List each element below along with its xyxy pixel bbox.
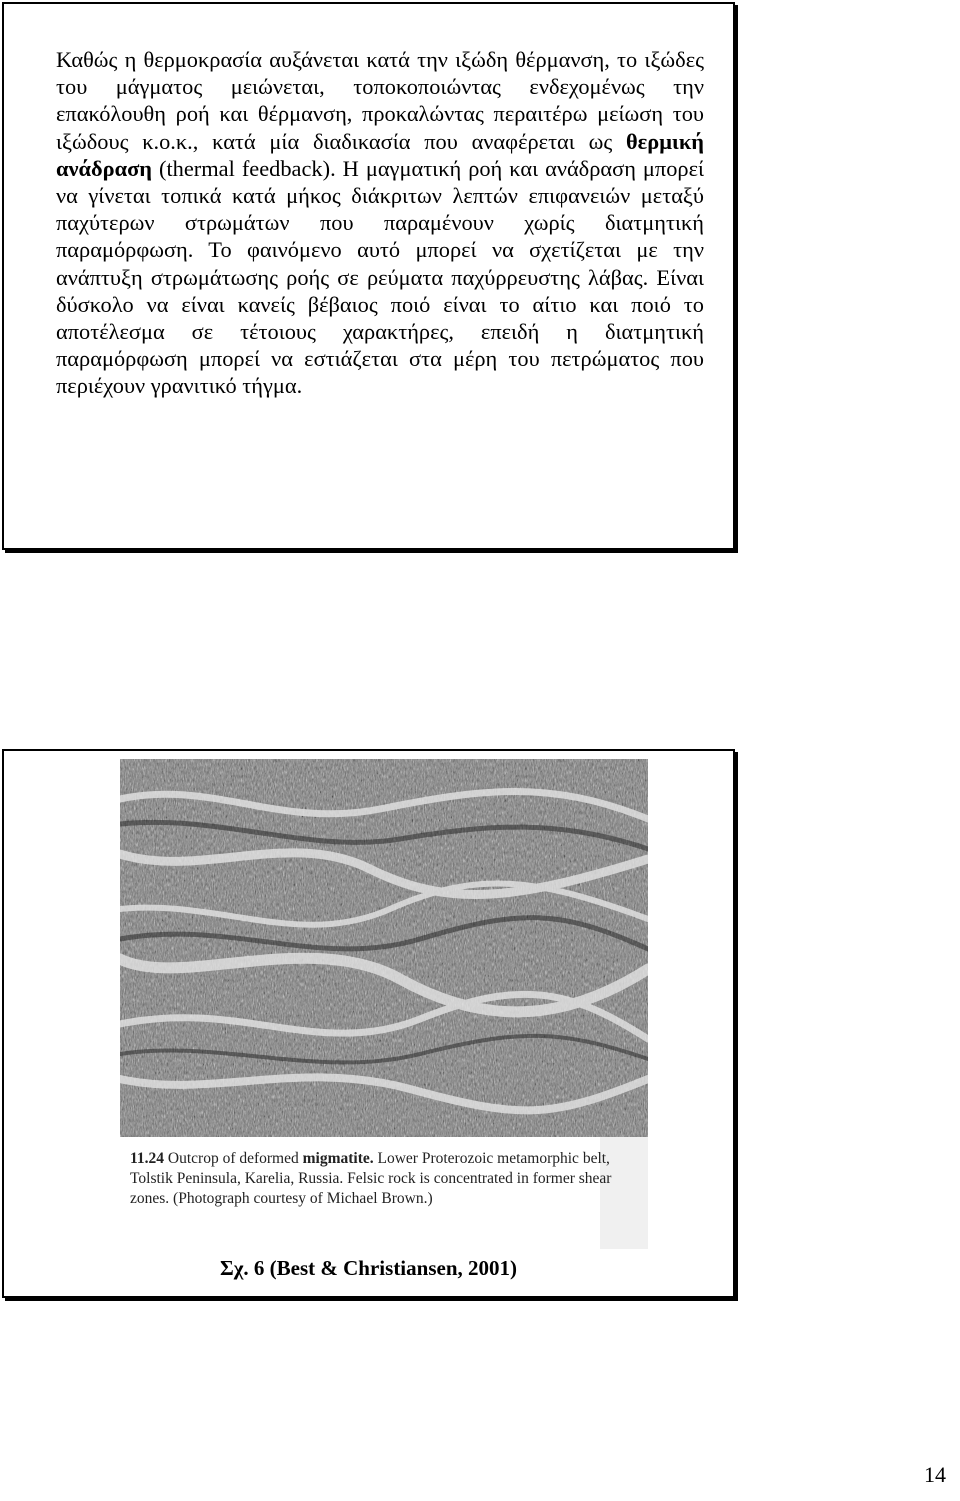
text-slide bbox=[2, 2, 735, 550]
caption-text-2: Lower Proterozoic metamorphic belt, Tolstik Peninsula, Karelia, Russia. Felsic rock is concentrated in former shear zones. (Photograph courtesy of Michael Brown.) bbox=[130, 1150, 612, 1207]
caption-term: migmatite. bbox=[302, 1150, 374, 1167]
figure-number: 11.24 bbox=[130, 1150, 165, 1167]
migmatite-photo bbox=[120, 759, 648, 1249]
body-paragraph bbox=[56, 46, 704, 400]
caption-text-1: Outcrop of deformed bbox=[167, 1150, 299, 1167]
figure-source: Σχ. 6 (Best & Christiansen, 2001) bbox=[219, 1256, 517, 1280]
paragraph-part-2: (thermal feedback). Η μαγματική ροή και ανάδραση μπορεί να γίνεται τοπικά κατά μήκος διάκριτων λεπτών επιφανειών μεταξύ παχύτερων στρωμάτων που παραμένουν χωρίς διατμητική παραμόρφωση. Το φαινόμενο αυτό μπορεί να σχετίζεται με την ανάπτυξη στρωμάτωσης ροής σε ρεύματα παχύρρευστης λάβας. Είναι δύσκολο να είναι κανείς βέβαιος ποιό είναι το αίτιο και ποιό το αποτέλεσμα σε τέτοιους χαρακτήρες, επειδή η διατμητική παραμόρφωση μπορεί να εστιάζεται στα μέρη του πετρώματος που περιέχουν γρανιτικό τήγμα. bbox=[56, 155, 704, 399]
thermal-feedback-term: θερμική ανάδραση bbox=[56, 128, 704, 181]
page-number: 14 bbox=[924, 1462, 946, 1487]
paragraph-part-1: Καθώς η θερμοκρασία αυξάνεται κατά την ιξώδη θέρμανση, το ιξώδες του μάγματος μειώνεται, τοποκοποιώντας ενδεχομένως την επακόλουθη ροή και θέρμανση, προκαλώντας περαιτέρω μείωση του ιξώδους κ.ο.κ., κατά μία διαδικασία που αναφέρεται ως bbox=[56, 47, 704, 154]
photo-caption bbox=[130, 1149, 640, 1209]
figure-slide bbox=[2, 749, 735, 1298]
